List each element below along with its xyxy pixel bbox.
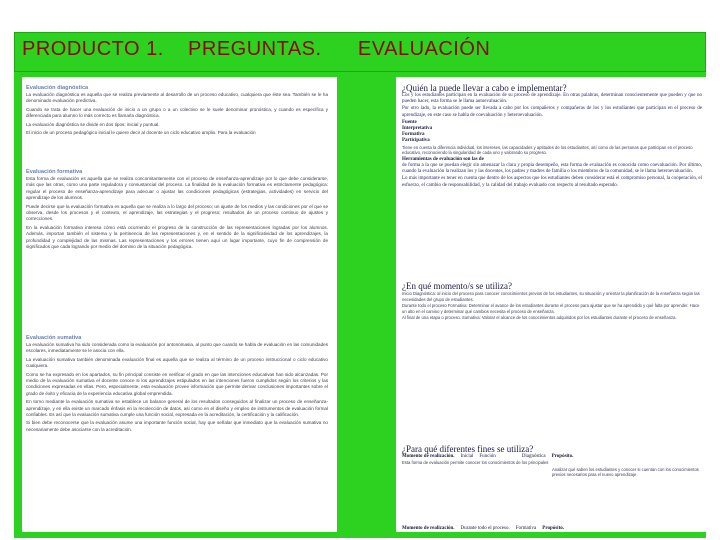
question-purpose <box>402 444 702 479</box>
paragraph: Por otro lado, la evaluación puede ser llevada a cabo por los compañeros y compañeras de los y los estudiantes que participan en el proceso de aprendizaje, en este caso se habla de coevaluación y heteroevaluación. <box>402 106 702 118</box>
paragraph: El inicio de un proceso pedagógico inicial le quiere decir al docente un ciclo educativo amplio. Para la evaluación <box>26 130 256 136</box>
paragraph: Como se ha expresado en los apartados, su fin principal consiste en verificar el grado en que las intenciones educativas han sido alcanzadas. Por medio de la evaluación sumativa el docente conoce si los aprendizajes estipulados en las intenciones fueron cumplidos según los criterios y las condiciones expresadas en ellas. Pero, especialmente, esta evaluación provee información que permite derivar conclusiones importantes sobre el grado de éxito y eficacia de la experiencia educativa global emprendida. <box>26 371 328 396</box>
subheading: Herramientas de evaluación son las de <box>402 156 484 162</box>
note-text: Tiene en cuenta la diferencia individual, los intereses, las capacidades y aptitudes de los estudiantes, así como de las personas que participan en el proceso educativo, reconociendo la singularidad de cada uno y valorando su progreso. <box>402 144 693 156</box>
question-heading: ¿Quién la puede llevar a cabo e implementar? <box>402 83 567 93</box>
left-document-page <box>22 77 337 532</box>
paragraph: Puede decirse que la evaluación formativa es aquella que se realiza a lo largo del proceso; un ajuste de los medios y las condiciones por el que se observa, desde los procesos y el contexto, el aprendizaje, las estrategias y el progreso; resultados de un proceso continuo de ajustes y correcciones. <box>26 203 328 222</box>
table-cell: Formativa <box>515 526 537 531</box>
paragraph: de forma a la que se puedan elegir sin amenazar la clara y propia desempeño, esta forma de evaluación es conocida como coevaluación. Por último, cuando la evaluación la realizan los y las docentes, los padres y madres de familia o los miembros de la comunidad, se le llama heteroevaluación. <box>402 163 702 175</box>
paragraph: La evaluación sumativa también denominada evaluación final es aquella que se realiza al término de un proceso instruccional o ciclo educativo cualquiera. <box>26 356 328 369</box>
question-heading: ¿En qué momento/s se utiliza? <box>402 281 512 291</box>
table-cell: Durante todo el proceso. <box>460 526 510 531</box>
list-item: Fuente <box>402 119 417 125</box>
note-text: Analizar qué saben los estudiantes y conocer si cuentan con los conocimientos previos necesarios para el nuevo aprendizaje <box>552 466 699 478</box>
table-cell: Momento de realización. <box>402 454 455 459</box>
paragraph: Cuando se trata de hacer una evaluación de inicio a un grupo o a un colectivo se le suele denominar pronóstica, y cuando es específica y diferenciada para alumno lo más correcto es llamarla diagnóstica. <box>26 106 328 119</box>
paragraph: Los y los estudiantes participan en la evaluación de su proceso de aprendizaje. En otras palabras, determinan conscientemente que pueden y que no pueden hacer, esta forma se le llama autoevaluación. <box>402 93 702 105</box>
section-sumativa <box>26 335 328 435</box>
list-item: Formativa <box>402 132 425 138</box>
table-cell: Propósito. <box>551 454 574 459</box>
paragraph: Esta forma de evaluación es aquella que se realiza concomitantemente con el proceso de enseñanza-aprendizaje por lo que debe considerarse, más que las otras, como una parte reguladora y consustancial del proceso. La finalidad de la evaluación formativa es estrictamente pedagógica: regular el proceso de enseñanza-aprendizaje para adecuar o ajustar las condiciones pedagógicas (estrategias, actividades) en servicio del aprendizaje de los alumnos. <box>26 176 328 201</box>
question-purpose-row-2 <box>402 526 702 532</box>
slide-title: PRODUCTO 1. PREGUNTAS. EVALUACIÓN <box>22 38 491 60</box>
table-row <box>402 526 702 532</box>
list-item: Interpretativa <box>402 126 433 132</box>
section-heading: Evaluación formativa <box>26 169 83 175</box>
section-heading: Evaluación diagnóstica <box>26 85 89 91</box>
right-document-page <box>396 77 708 532</box>
paragraph: La evaluación diagnóstica se divide en dos tipos: inicial y puntual. <box>26 121 160 127</box>
question-who <box>402 83 702 190</box>
list-item: Participativa <box>402 138 430 144</box>
table-cell: Momento de realización. <box>402 526 455 531</box>
paragraph: Si bien debe reconocerse que la evaluación asume una importante función social, hay que señalar que inmediato que la evaluación sumativa no necesariamente debe asociarse con la acreditación. <box>26 420 328 432</box>
note-text: Esta forma de evaluación permite conocer los conocimientos de los principales <box>402 460 549 465</box>
paragraph: En la evaluación formativa interesa cómo está ocurriendo el progreso de la construcción de las representaciones logradas por los alumnos. Además, importan también el sistema y la pertinencia de las representaciones y, en el sentido de la significatividad de los aprendizajes, la profundidad y complejidad de las mismas. Las representaciones y los errores tienen aquí un lugar importante, cuyo fin de comprensión de significados que cada logrando por medio del dominio de la situación pedagógica. <box>26 224 328 250</box>
section-heading: Evaluación sumativa <box>26 335 82 341</box>
section-formativa <box>26 169 328 252</box>
table-cell: Función <box>479 454 496 459</box>
note-text: Inicio Diagnóstica: al inicio del proceso para conocer conocimientos previos de los estudiantes, su situación y orientar la planificación de la enseñanza según las necesidades del grupo de estudiantes. <box>402 291 700 302</box>
paragraph: La evaluación diagnóstica es aquella que se realiza previamente al desarrollo de un proceso educativo, cualquiera que éste sea. También se le ha denominado evaluación predictiva. <box>26 92 328 104</box>
note-text: Al final de una etapa o proceso. Sumativa: Valorar el alcance de los conocimientos adquiridos por los estudiantes durante el proceso de enseñanza. <box>402 315 677 321</box>
table-cell: Inicial <box>460 454 474 459</box>
section-diagnostica <box>26 85 328 138</box>
question-when <box>402 281 702 322</box>
right-margin <box>708 0 720 540</box>
paragraph: En torno mediante la evaluación sumativa se establece un balance general de los resultados conseguidos al finalizar un proceso de enseñanza-aprendizaje, y en ella existe un marcado énfasis en la recolección de datos, así como en el diseño y empleo de instrumentos de evaluación formal confiables. Es así que la evaluación sumativa cumple una función social, expresada en la acreditación, la certificación y la calificación. <box>26 399 328 418</box>
paragraph: La evaluación sumativa ha sido considerada como la evaluación por antonomasia, al punto que cuando se habla de evaluación en las comunidades escolares, inmediatamente se le asocia con ella. <box>26 342 328 354</box>
table-cell: Diagnóstica <box>521 454 546 459</box>
question-heading: ¿Para qué diferentes fines se utiliza? <box>402 444 534 454</box>
note-text: Durante todo el proceso Formativa: Determinar el avance de los estudiantes durante el proceso para ajustar que se ha aprendido y qué falta por aprender. Hace un alto en el camino y determinar qué cambios necesita el proceso de enseñanza. <box>402 303 700 314</box>
table-cell: Propósito. <box>542 526 564 531</box>
paragraph: Lo más importante es tener en cuenta que dentro de los aspectos que los estudiantes deben considerar está el compromiso personal, la cooperación, el esfuerzo, el cambio de responsabilidad, y la calidad del trabajo evaluado con respecto al resultado esperado. <box>402 176 702 188</box>
